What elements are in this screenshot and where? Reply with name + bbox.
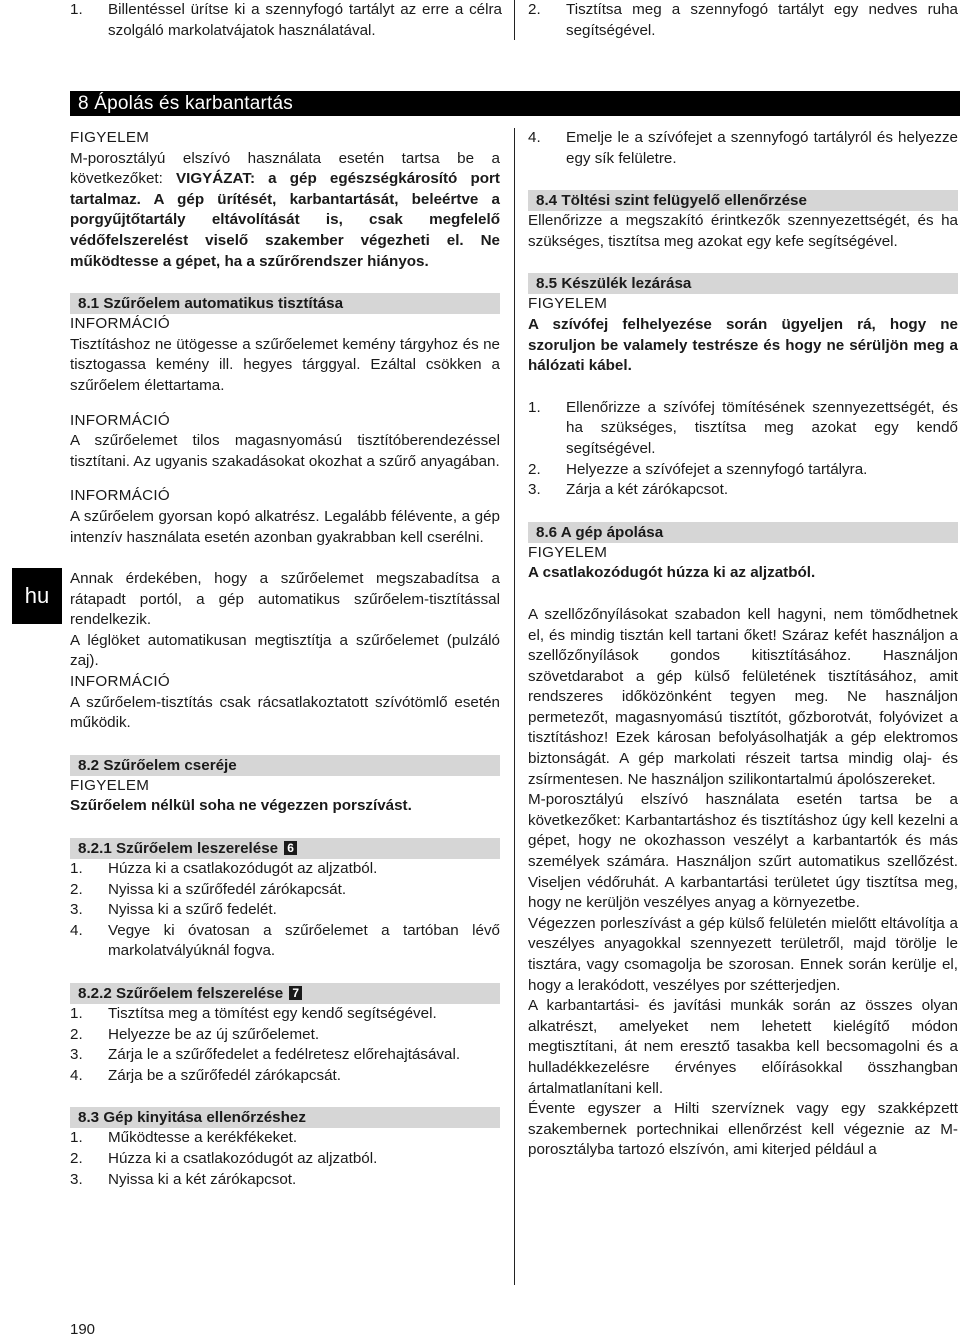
steps-list — [528, 398, 958, 501]
language-tab: hu — [12, 568, 62, 624]
section-heading-8-4: 8.4 Töltési szint felügyelő ellenőrzése — [528, 190, 958, 211]
list-item — [70, 1128, 500, 1149]
list-item — [528, 398, 958, 460]
step-number: 4. — [70, 1066, 83, 1084]
left-column — [70, 128, 500, 1190]
warning-text: A csatlakozódugót húzza ki az aljzatból. — [528, 564, 816, 582]
figure-number-badge: 6 — [284, 841, 297, 855]
list-item — [70, 1045, 500, 1066]
warning-text: A szívófej felhelyezése során ügyeljen rá, hogy ne szoruljon be valamely testrésze és hogy ne sérüljön meg a hálózati kábel. — [528, 315, 958, 375]
steps-list — [70, 1128, 500, 1190]
list-item — [70, 1025, 500, 1046]
info-label: INFORMÁCIÓ — [70, 411, 171, 429]
body-paragraph: Annak érdekében, hogy a szűrőelemet megszabadítsa a rátapadt portól, a gép automatikus szűrőelem-tisztítással rendelkezik. — [70, 570, 500, 629]
step-number: 2. — [70, 1025, 83, 1043]
step-number: 4. — [70, 921, 83, 939]
step-text: Vegye ki óvatosan a szűrőelemet a tartóban lévő markolatvályúknál fogva. — [108, 921, 500, 960]
step-text: Húzza ki a csatlakozódugót az aljzatból. — [108, 860, 378, 878]
step-number: 1. — [70, 1129, 83, 1147]
step-text: Ellenőrizze a szívófej tömítésének szennyezettségét, és ha szükséges, tisztítsa meg azokat egy kendő segítségével. — [566, 398, 958, 457]
column-divider — [514, 128, 515, 1285]
step-text: Zárja be a szűrőfedél zárókapcsát. — [108, 1066, 341, 1084]
step-text: Billentéssel ürítse ki a szennyfogó tartályt az erre a célra szolgáló markolatvájatok használatával. — [108, 1, 502, 39]
intro-paragraph — [70, 149, 500, 273]
info-text: A szűrőelem-tisztítás csak rácsatlakoztatott szívótömlő esetén működik. — [70, 693, 500, 732]
info-label: INFORMÁCIÓ — [70, 673, 171, 691]
warning-label: FIGYELEM — [528, 543, 608, 561]
step-text: Emelje le a szívófejet a szennyfogó tartályról és helyezze egy sík felületre. — [566, 129, 958, 167]
step-text: Működtesse a kerékfékeket. — [108, 1129, 298, 1147]
step-number: 2. — [528, 1, 541, 18]
section-heading-8-1: 8.1 Szűrőelem automatikus tisztítása — [70, 293, 500, 314]
list-item — [70, 880, 500, 901]
info-label: INFORMÁCIÓ — [70, 315, 171, 333]
step-number: 3. — [528, 481, 541, 499]
list-item — [70, 859, 500, 880]
section-heading-8-6: 8.6 A gép ápolása — [528, 522, 958, 543]
warning-label: FIGYELEM — [528, 295, 608, 313]
list-item — [528, 460, 958, 481]
warning-label: FIGYELEM — [70, 776, 150, 794]
step-text: Tisztítsa meg a szennyfogó tartályt egy nedves ruha segítségével. — [566, 1, 958, 39]
list-item — [70, 1004, 500, 1025]
section-heading-8-3: 8.3 Gép kinyitása ellenőrzéshez — [70, 1107, 500, 1128]
body-paragraph: A karbantartási- és javítási munkák során az összes olyan alkatrészt, amelyeket nem lehetett kielégítő módon megtisztítani, át nem eresztő tasakba kell becsomagolni és a hulladékkezelésre érvényes előírásokkal összhangban ártalmatlanítani kell. — [528, 997, 958, 1097]
section-title: 8.2.2 Szűrőelem felszerelése — [78, 985, 284, 1002]
step-text: Helyezze a szívófejet a szennyfogó tartályra. — [566, 460, 868, 478]
body-paragraph: Ellenőrizze a megszakító érintkezők szennyezettségét, és ha szükséges, tisztítsa meg azokat egy kefe segítségével. — [528, 212, 958, 250]
body-paragraph: A szellőzőnyílásokat szabadon kell hagyni, nem tömődhetnek el, és mindig tisztán kell tartani őket! Száraz kefét használjon a szellőzőnyílások gondos kitisztításához. Használjon szövetdarabot a gép külső felületének tisztításához, amit rendszeres időközönként tegyen meg. Ne használjon permetezőt, magasnyomású tisztítót, gőzborotvát, folyóvizet a tisztításhoz! Ezek károsan befolyásolhatják a gép elektromos biztonságát. A gép markolati részeit tartsa mindig olaj- és zsírmentesen. Ne használjon szilikontartalmú ápolószereket. — [528, 605, 958, 788]
step-number: 1. — [70, 1005, 83, 1022]
list-item — [528, 128, 958, 169]
chapter-title: 8 Ápolás és karbantartás — [70, 91, 960, 116]
step-number: 3. — [70, 1170, 83, 1188]
intro-bold-text: VIGYÁZAT: a gép egészségkárosító port tartalmaz. A gép ürítését, karbantartását, beleértve a porgyűjtőtartály eltávolítását is, csak megfelelő védőfelszerelést viselő szakember végezheti el. Ne működtesse a gépet, ha a szűrőrendszer hiányos. — [70, 170, 500, 270]
steps-list — [70, 1004, 500, 1086]
step-text: Húzza ki a csatlakozódugót az aljzatból. — [108, 1149, 378, 1167]
step-number: 4. — [528, 129, 541, 146]
section-heading-8-2-1 — [70, 838, 500, 859]
body-paragraph: A léglöket automatikusan megtisztítja a szűrőelemet (pulzáló zaj). — [70, 631, 500, 670]
step-text: Zárja le a szűrőfedelet a fedélretesz előrehajtásával. — [108, 1046, 461, 1064]
step-number: 1. — [528, 398, 541, 416]
list-item — [528, 0, 958, 41]
step-text: Nyissa ki a szűrő fedelét. — [108, 901, 277, 919]
list-item — [70, 1170, 500, 1191]
info-text: A szűrőelemet tilos magasnyomású tisztítóberendezéssel tisztítani. Az ugyanis szakadásokat okozhat a szűrő anyagában. — [70, 432, 500, 470]
step-text: Nyissa ki a két zárókapcsot. — [108, 1170, 297, 1188]
steps-list — [70, 859, 500, 962]
top-right-step — [528, 0, 958, 41]
step-number: 1. — [70, 860, 83, 878]
info-text: A szűrőelem gyorsan kopó alkatrész. Legalább félévente, a gép intenzív használata esetén azonban gyakrabban kell cserélni. — [70, 507, 500, 546]
step-text: Tisztítsa meg a tömítést egy kendő segítségével. — [108, 1005, 437, 1022]
warning-label: FIGYELEM — [70, 129, 150, 146]
step-number: 1. — [70, 1, 83, 18]
warning-text: Szűrőelem nélkül soha ne végezzen porszívást. — [70, 797, 412, 815]
step-number: 2. — [70, 1149, 83, 1167]
step-text: Zárja a két zárókapcsot. — [566, 481, 729, 499]
list-item — [70, 1149, 500, 1170]
list-item — [528, 480, 958, 501]
section-heading-8-2-2 — [70, 983, 500, 1004]
body-paragraph: Végezzen porleszívást a gép külső felületén mielőtt eltávolítja a veszélyes anyagokkal szennyezett területről, majd törölje le tisztára, vagy csomagolja be szorosan. Ennek során kerülje el, hogy a lerakódott, veszélyes por szétterjedjen. — [528, 914, 958, 994]
right-column — [528, 128, 958, 1161]
step-number: 2. — [70, 880, 83, 898]
intro-text: M-porosztályú elszívó használata esetén tartsa be a következőket: — [70, 149, 500, 188]
top-left-step — [70, 0, 502, 41]
figure-number-badge: 7 — [289, 986, 302, 1000]
step-text: Nyissa ki a szűrőfedél zárókapcsát. — [108, 880, 347, 898]
top-column-divider — [514, 0, 515, 40]
list-item — [70, 1066, 500, 1087]
step-number: 2. — [528, 460, 541, 478]
section-title: 8.2.1 Szűrőelem leszerelése — [78, 840, 279, 858]
body-paragraph: M-porosztályú elszívó használata esetén tartsa be a következőket: Karbantartáshoz és tisztításhoz úgy kell kezelni a gépet, hogy ne okozhasson veszélyt a karbantartók és más személyek számára. Használjon szűrt automatikus szellőzést. Viseljen védőruhát. A karbantartási területet úgy tisztítsa meg, hogy ne kerüljön veszélyes anyag a környezetbe. — [528, 791, 958, 912]
body-paragraph: Évente egyszer a Hilti szervíznek vagy egy szakképzett szakembernek portechnikai ellenőrzést kell végeznie az M-porosztályba tartozó elszívón, ami kiterjed például a — [528, 1100, 958, 1159]
list-item — [70, 0, 502, 41]
step-text: Helyezze be az új szűrőelemet. — [108, 1025, 320, 1043]
section-heading-8-5: 8.5 Készülék lezárása — [528, 273, 958, 294]
step-number: 3. — [70, 1046, 83, 1064]
info-label: INFORMÁCIÓ — [70, 487, 171, 505]
steps-list — [528, 128, 958, 169]
section-heading-8-2: 8.2 Szűrőelem cseréje — [70, 755, 500, 776]
page-number: 190 — [70, 1321, 96, 1338]
list-item — [70, 921, 500, 962]
list-item — [70, 900, 500, 921]
info-text: Tisztításhoz ne ütögesse a szűrőelemet kemény tárgyhoz és ne tisztogassa kemény ill. hegyes tárggyal. Ezáltal csökken a szűrőelem élettartama. — [70, 335, 500, 394]
step-number: 3. — [70, 901, 83, 919]
